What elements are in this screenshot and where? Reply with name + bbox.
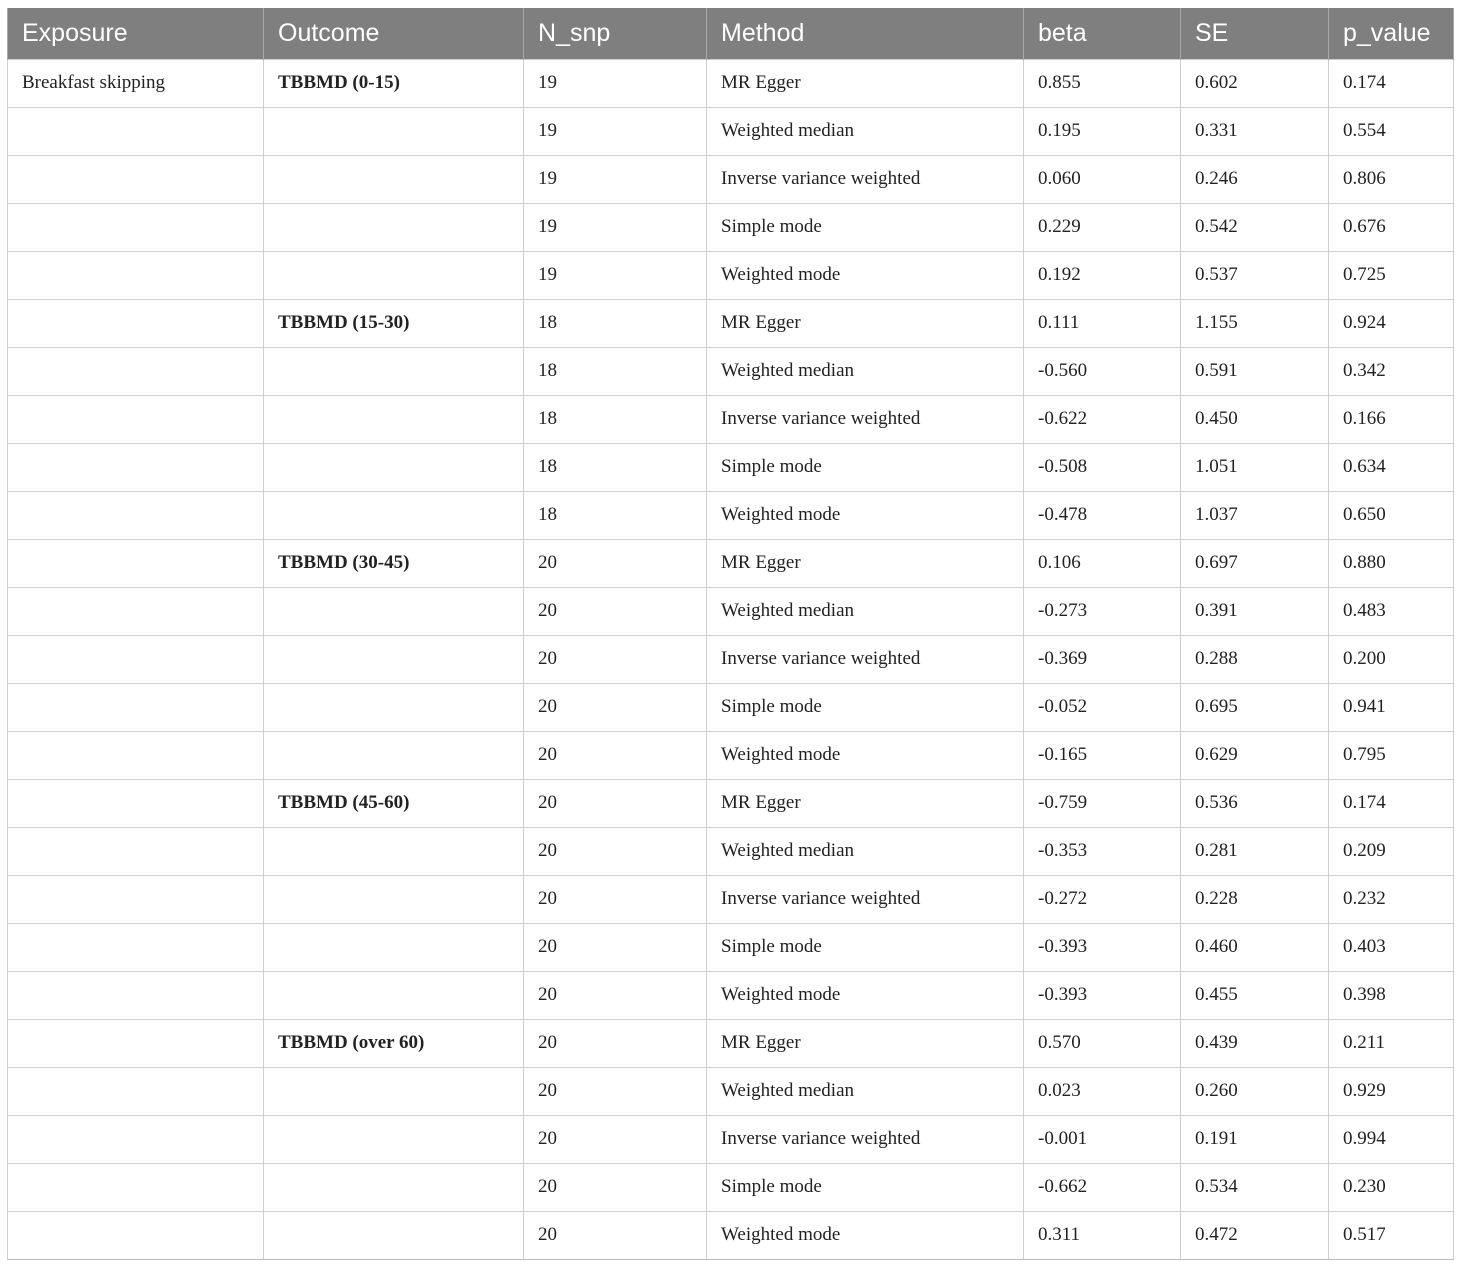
cell-method: Simple mode — [707, 923, 1024, 971]
table-row — [8, 203, 1454, 251]
cell-outcome — [264, 683, 524, 731]
cell-p-value: 0.795 — [1329, 731, 1454, 779]
cell-outcome — [264, 491, 524, 539]
cell-p-value: 0.200 — [1329, 635, 1454, 683]
cell-exposure — [8, 971, 264, 1019]
header-beta: beta — [1024, 8, 1181, 59]
cell-method: Simple mode — [707, 683, 1024, 731]
cell-n-snp: 20 — [524, 1211, 707, 1259]
cell-beta: -0.662 — [1024, 1163, 1181, 1211]
table-row — [8, 155, 1454, 203]
cell-p-value: 0.924 — [1329, 299, 1454, 347]
cell-outcome: TBBMD (30-45) — [264, 539, 524, 587]
cell-n-snp: 20 — [524, 1115, 707, 1163]
cell-p-value: 0.650 — [1329, 491, 1454, 539]
table-row — [8, 827, 1454, 875]
cell-exposure — [8, 203, 264, 251]
cell-n-snp: 18 — [524, 395, 707, 443]
cell-outcome — [264, 1067, 524, 1115]
cell-se: 1.037 — [1181, 491, 1329, 539]
cell-p-value: 0.403 — [1329, 923, 1454, 971]
table-row — [8, 539, 1454, 587]
cell-beta: 0.192 — [1024, 251, 1181, 299]
cell-method: Weighted mode — [707, 1211, 1024, 1259]
cell-se: 0.281 — [1181, 827, 1329, 875]
table-row — [8, 875, 1454, 923]
cell-method: Weighted mode — [707, 251, 1024, 299]
cell-method: Simple mode — [707, 203, 1024, 251]
cell-p-value: 0.174 — [1329, 779, 1454, 827]
cell-se: 0.695 — [1181, 683, 1329, 731]
cell-se: 0.537 — [1181, 251, 1329, 299]
cell-se: 0.472 — [1181, 1211, 1329, 1259]
cell-outcome — [264, 395, 524, 443]
table-row — [8, 107, 1454, 155]
cell-n-snp: 20 — [524, 1067, 707, 1115]
table-row — [8, 251, 1454, 299]
cell-beta: 0.106 — [1024, 539, 1181, 587]
cell-exposure — [8, 683, 264, 731]
cell-exposure — [8, 1211, 264, 1259]
cell-exposure — [8, 827, 264, 875]
cell-se: 1.051 — [1181, 443, 1329, 491]
header-method: Method — [707, 8, 1024, 59]
cell-n-snp: 19 — [524, 155, 707, 203]
cell-n-snp: 20 — [524, 1163, 707, 1211]
cell-n-snp: 20 — [524, 971, 707, 1019]
cell-se: 0.246 — [1181, 155, 1329, 203]
cell-method: Weighted median — [707, 347, 1024, 395]
cell-method: Weighted median — [707, 107, 1024, 155]
cell-se: 0.460 — [1181, 923, 1329, 971]
cell-n-snp: 20 — [524, 683, 707, 731]
cell-beta: 0.195 — [1024, 107, 1181, 155]
cell-outcome: TBBMD (45-60) — [264, 779, 524, 827]
cell-outcome — [264, 923, 524, 971]
cell-outcome — [264, 203, 524, 251]
cell-n-snp: 19 — [524, 203, 707, 251]
cell-outcome — [264, 251, 524, 299]
table-row — [8, 923, 1454, 971]
cell-exposure — [8, 1067, 264, 1115]
cell-n-snp: 20 — [524, 1019, 707, 1067]
table-row — [8, 779, 1454, 827]
cell-p-value: 0.517 — [1329, 1211, 1454, 1259]
cell-n-snp: 19 — [524, 59, 707, 107]
cell-n-snp: 20 — [524, 539, 707, 587]
cell-exposure — [8, 491, 264, 539]
cell-outcome — [264, 971, 524, 1019]
header-n-snp: N_snp — [524, 8, 707, 59]
header-p-value: p_value — [1329, 8, 1454, 59]
cell-se: 0.591 — [1181, 347, 1329, 395]
cell-outcome — [264, 443, 524, 491]
cell-outcome: TBBMD (over 60) — [264, 1019, 524, 1067]
cell-n-snp: 20 — [524, 587, 707, 635]
cell-exposure — [8, 395, 264, 443]
cell-n-snp: 18 — [524, 347, 707, 395]
cell-outcome — [264, 107, 524, 155]
header-exposure: Exposure — [8, 8, 264, 59]
cell-method: Weighted mode — [707, 491, 1024, 539]
cell-outcome — [264, 1211, 524, 1259]
cell-se: 0.455 — [1181, 971, 1329, 1019]
cell-se: 0.191 — [1181, 1115, 1329, 1163]
cell-beta: -0.759 — [1024, 779, 1181, 827]
cell-n-snp: 20 — [524, 779, 707, 827]
cell-p-value: 0.211 — [1329, 1019, 1454, 1067]
cell-beta: -0.052 — [1024, 683, 1181, 731]
cell-p-value: 0.232 — [1329, 875, 1454, 923]
cell-p-value: 0.398 — [1329, 971, 1454, 1019]
cell-beta: -0.369 — [1024, 635, 1181, 683]
cell-se: 0.228 — [1181, 875, 1329, 923]
cell-beta: -0.393 — [1024, 971, 1181, 1019]
cell-method: Weighted mode — [707, 971, 1024, 1019]
cell-exposure — [8, 1115, 264, 1163]
table-row — [8, 395, 1454, 443]
cell-outcome — [264, 731, 524, 779]
cell-method: MR Egger — [707, 1019, 1024, 1067]
cell-p-value: 0.929 — [1329, 1067, 1454, 1115]
table-row — [8, 347, 1454, 395]
cell-exposure — [8, 155, 264, 203]
cell-p-value: 0.880 — [1329, 539, 1454, 587]
cell-exposure — [8, 539, 264, 587]
cell-p-value: 0.230 — [1329, 1163, 1454, 1211]
cell-se: 0.697 — [1181, 539, 1329, 587]
table-row — [8, 59, 1454, 107]
cell-beta: 0.023 — [1024, 1067, 1181, 1115]
cell-exposure — [8, 1163, 264, 1211]
cell-exposure — [8, 779, 264, 827]
cell-exposure — [8, 587, 264, 635]
cell-outcome: TBBMD (0-15) — [264, 59, 524, 107]
cell-n-snp: 18 — [524, 443, 707, 491]
cell-se: 1.155 — [1181, 299, 1329, 347]
cell-exposure — [8, 923, 264, 971]
cell-se: 0.534 — [1181, 1163, 1329, 1211]
cell-outcome — [264, 827, 524, 875]
cell-se: 0.536 — [1181, 779, 1329, 827]
cell-beta: -0.001 — [1024, 1115, 1181, 1163]
cell-beta: -0.165 — [1024, 731, 1181, 779]
cell-se: 0.288 — [1181, 635, 1329, 683]
cell-method: Inverse variance weighted — [707, 155, 1024, 203]
cell-exposure: Breakfast skipping — [8, 59, 264, 107]
cell-n-snp: 20 — [524, 731, 707, 779]
cell-p-value: 0.676 — [1329, 203, 1454, 251]
cell-outcome — [264, 1115, 524, 1163]
cell-beta: -0.508 — [1024, 443, 1181, 491]
cell-se: 0.602 — [1181, 59, 1329, 107]
cell-n-snp: 20 — [524, 827, 707, 875]
cell-exposure — [8, 1019, 264, 1067]
cell-p-value: 0.634 — [1329, 443, 1454, 491]
cell-p-value: 0.174 — [1329, 59, 1454, 107]
header-row — [8, 8, 1454, 59]
cell-p-value: 0.209 — [1329, 827, 1454, 875]
cell-exposure — [8, 875, 264, 923]
cell-se: 0.629 — [1181, 731, 1329, 779]
mr-results-table — [7, 8, 1454, 1260]
cell-method: MR Egger — [707, 779, 1024, 827]
cell-beta: -0.272 — [1024, 875, 1181, 923]
cell-n-snp: 19 — [524, 251, 707, 299]
cell-beta: -0.273 — [1024, 587, 1181, 635]
cell-beta: 0.111 — [1024, 299, 1181, 347]
header-se: SE — [1181, 8, 1329, 59]
cell-method: Inverse variance weighted — [707, 635, 1024, 683]
cell-beta: 0.311 — [1024, 1211, 1181, 1259]
cell-method: Inverse variance weighted — [707, 395, 1024, 443]
table-row — [8, 731, 1454, 779]
cell-p-value: 0.166 — [1329, 395, 1454, 443]
cell-se: 0.331 — [1181, 107, 1329, 155]
table-row — [8, 1067, 1454, 1115]
cell-n-snp: 20 — [524, 635, 707, 683]
cell-p-value: 0.941 — [1329, 683, 1454, 731]
cell-beta: -0.353 — [1024, 827, 1181, 875]
cell-se: 0.439 — [1181, 1019, 1329, 1067]
cell-n-snp: 20 — [524, 923, 707, 971]
cell-method: MR Egger — [707, 299, 1024, 347]
table-row — [8, 491, 1454, 539]
cell-se: 0.260 — [1181, 1067, 1329, 1115]
cell-exposure — [8, 251, 264, 299]
cell-exposure — [8, 347, 264, 395]
cell-method: MR Egger — [707, 59, 1024, 107]
cell-beta: -0.478 — [1024, 491, 1181, 539]
cell-method: Simple mode — [707, 1163, 1024, 1211]
cell-p-value: 0.725 — [1329, 251, 1454, 299]
cell-se: 0.542 — [1181, 203, 1329, 251]
cell-n-snp: 18 — [524, 491, 707, 539]
cell-exposure — [8, 299, 264, 347]
cell-outcome: TBBMD (15-30) — [264, 299, 524, 347]
table-row — [8, 299, 1454, 347]
cell-beta: 0.229 — [1024, 203, 1181, 251]
cell-outcome — [264, 1163, 524, 1211]
cell-se: 0.391 — [1181, 587, 1329, 635]
cell-outcome — [264, 635, 524, 683]
cell-method: Weighted median — [707, 827, 1024, 875]
cell-method: Weighted median — [707, 1067, 1024, 1115]
cell-beta: 0.855 — [1024, 59, 1181, 107]
table-row — [8, 587, 1454, 635]
cell-beta: 0.060 — [1024, 155, 1181, 203]
cell-outcome — [264, 347, 524, 395]
cell-n-snp: 20 — [524, 875, 707, 923]
cell-beta: -0.560 — [1024, 347, 1181, 395]
cell-p-value: 0.806 — [1329, 155, 1454, 203]
cell-method: Simple mode — [707, 443, 1024, 491]
cell-p-value: 0.342 — [1329, 347, 1454, 395]
table-row — [8, 683, 1454, 731]
cell-beta: -0.622 — [1024, 395, 1181, 443]
cell-method: Weighted median — [707, 587, 1024, 635]
results-table-container — [7, 8, 1454, 1260]
cell-exposure — [8, 731, 264, 779]
cell-method: MR Egger — [707, 539, 1024, 587]
table-row — [8, 1019, 1454, 1067]
table-row — [8, 971, 1454, 1019]
cell-n-snp: 18 — [524, 299, 707, 347]
cell-exposure — [8, 443, 264, 491]
table-row — [8, 1163, 1454, 1211]
cell-se: 0.450 — [1181, 395, 1329, 443]
cell-p-value: 0.483 — [1329, 587, 1454, 635]
cell-p-value: 0.994 — [1329, 1115, 1454, 1163]
table-row — [8, 1115, 1454, 1163]
cell-method: Inverse variance weighted — [707, 875, 1024, 923]
cell-exposure — [8, 635, 264, 683]
cell-beta: -0.393 — [1024, 923, 1181, 971]
cell-outcome — [264, 155, 524, 203]
cell-n-snp: 19 — [524, 107, 707, 155]
table-row — [8, 443, 1454, 491]
table-header — [8, 8, 1454, 59]
table-body — [8, 59, 1454, 1259]
cell-exposure — [8, 107, 264, 155]
table-row — [8, 635, 1454, 683]
cell-outcome — [264, 875, 524, 923]
cell-method: Weighted mode — [707, 731, 1024, 779]
header-outcome: Outcome — [264, 8, 524, 59]
cell-p-value: 0.554 — [1329, 107, 1454, 155]
cell-beta: 0.570 — [1024, 1019, 1181, 1067]
table-row — [8, 1211, 1454, 1259]
cell-outcome — [264, 587, 524, 635]
cell-method: Inverse variance weighted — [707, 1115, 1024, 1163]
